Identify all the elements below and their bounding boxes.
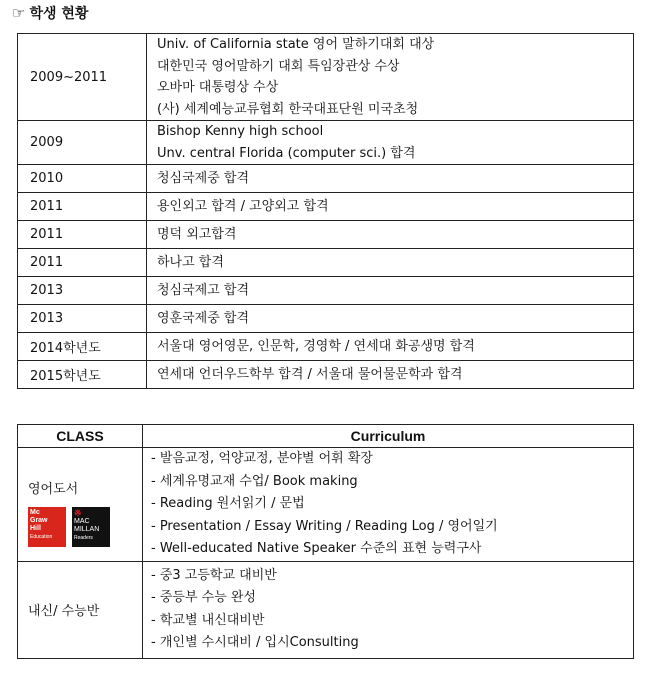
curriculum-item: - Well-educated Native Speaker 수준의 표현 능력구사 <box>151 541 482 556</box>
mcgraw-logo-line: Mc <box>30 509 40 516</box>
history-detail <box>147 361 634 389</box>
curriculum-cell <box>143 448 634 562</box>
history-row <box>18 165 634 193</box>
class-curriculum-table <box>17 424 634 659</box>
class-name: 영어도서 <box>28 482 79 497</box>
history-detail-line: Univ. of California state 영어 말하기대회 대상 <box>157 37 435 52</box>
history-detail <box>147 305 634 333</box>
history-year: 2009 <box>18 121 147 165</box>
history-year: 2011 <box>18 193 147 221</box>
history-detail <box>147 221 634 249</box>
class-name: 내신/ 수능반 <box>28 604 100 619</box>
class-header-row <box>18 425 634 448</box>
section-title: 학생 현황 <box>29 6 89 22</box>
history-detail <box>147 249 634 277</box>
macmillan-logo-line: MAC <box>74 518 90 525</box>
history-detail-line: 청심국제중 합격 <box>157 170 250 186</box>
pointing-hand-icon: ☞ <box>12 4 26 22</box>
history-detail-line: 명덕 외고합격 <box>157 226 237 242</box>
curriculum-item: - 발음교정, 억양교정, 분야별 어휘 확장 <box>151 451 373 466</box>
class-row-school-exam <box>18 561 634 658</box>
history-year: 2010 <box>18 165 147 193</box>
class-column-header: CLASS <box>18 425 143 448</box>
history-year: 2009~2011 <box>18 34 147 121</box>
history-detail-line: 용인외고 합격 / 고양외고 합격 <box>157 198 329 214</box>
history-row <box>18 249 634 277</box>
history-year: 2011 <box>18 221 147 249</box>
mcgraw-logo-line: Education <box>30 534 53 540</box>
history-row <box>18 193 634 221</box>
macmillan-mark-icon: ※ <box>74 508 82 518</box>
publisher-logos <box>28 507 142 547</box>
curriculum-item: - 세계유명교재 수업/ Book making <box>151 473 358 489</box>
student-history-table <box>17 33 634 389</box>
curriculum-item: - 개인별 수시대비 / 입시Consulting <box>151 635 359 650</box>
history-detail <box>147 277 634 305</box>
macmillan-logo <box>72 507 110 547</box>
history-row <box>18 277 634 305</box>
history-detail <box>147 34 634 121</box>
history-detail <box>147 165 634 193</box>
macmillan-logo-line: Readers <box>74 535 93 541</box>
history-detail-line: Unv. central Florida (computer sci.) 합격 <box>157 145 416 161</box>
class-name-cell <box>18 448 143 562</box>
history-year: 2011 <box>18 249 147 277</box>
curriculum-item: - Presentation / Essay Writing / Reading Log / 영어일기 <box>151 518 498 534</box>
curriculum-item: - Reading 원서읽기 / 문법 <box>151 496 305 511</box>
history-detail-line: 오바마 대통령상 수상 <box>157 80 279 95</box>
macmillan-logo-line: MILLAN <box>74 526 100 533</box>
class-row-english-books <box>18 448 634 562</box>
history-detail <box>147 121 634 165</box>
history-detail-line: 하나고 합격 <box>157 254 224 270</box>
section-heading <box>12 2 88 24</box>
curriculum-item: - 중등부 수능 완성 <box>151 590 256 605</box>
curriculum-item: - 학교별 내신대비반 <box>151 612 265 628</box>
history-row <box>18 361 634 389</box>
history-detail <box>147 193 634 221</box>
curriculum-item: - 중3 고등학교 대비반 <box>151 567 277 583</box>
mcgraw-hill-logo <box>28 507 66 547</box>
history-row <box>18 34 634 121</box>
history-year: 2014학년도 <box>18 333 147 361</box>
curriculum-cell <box>143 561 634 658</box>
history-row <box>18 333 634 361</box>
history-row <box>18 221 634 249</box>
mcgraw-logo-line: Graw <box>30 517 48 524</box>
history-row <box>18 305 634 333</box>
history-year: 2013 <box>18 277 147 305</box>
history-detail-line: 청심국제고 합격 <box>157 282 250 298</box>
history-detail <box>147 333 634 361</box>
class-name-cell <box>18 561 143 658</box>
history-detail-line: 연세대 언더우드학부 합격 / 서울대 물어물문학과 합격 <box>157 366 463 382</box>
history-detail-line: 서울대 영어영문, 인문학, 경영학 / 연세대 화공생명 합격 <box>157 338 475 354</box>
mcgraw-logo-line: Hill <box>30 525 41 532</box>
history-detail-line: 영훈국제중 합격 <box>157 310 250 326</box>
history-year: 2013 <box>18 305 147 333</box>
history-detail-line: (사) 세계예능교류협회 한국대표단원 미국초청 <box>157 101 419 117</box>
curriculum-column-header: Curriculum <box>143 425 634 448</box>
history-row <box>18 121 634 165</box>
history-year: 2015학년도 <box>18 361 147 389</box>
history-detail-line: 대한민국 영어말하기 대회 특임장관상 수상 <box>157 58 400 74</box>
history-detail-line: Bishop Kenny high school <box>157 124 324 139</box>
